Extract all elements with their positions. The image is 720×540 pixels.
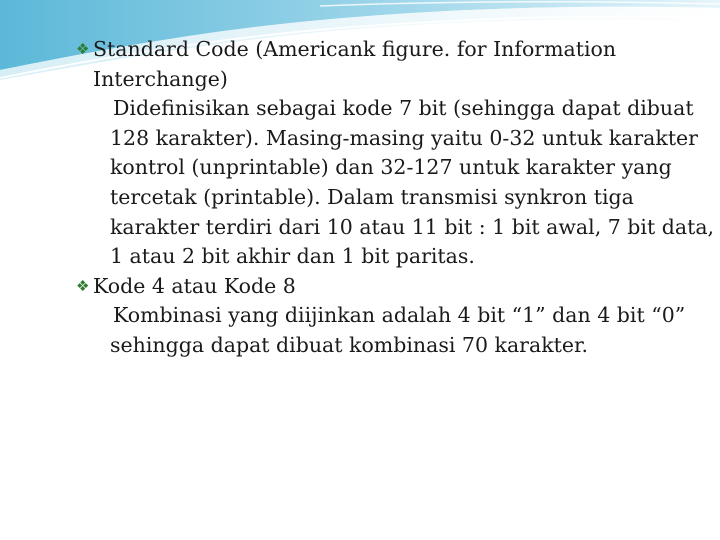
- diamond-bullet-icon: ❖: [76, 40, 90, 58]
- bullet-heading: Standard Code (Americank figure. for Information Interchange): [93, 37, 617, 91]
- slide-content: [76, 35, 716, 361]
- bullet-body: Kombinasi yang diijinkan adalah 4 bit “1” dan 4 bit “0” sehingga dapat dibuat kombinasi 70 karakter.: [110, 303, 686, 357]
- bullet-body: Didefinisikan sebagai kode 7 bit (sehingga dapat dibuat 128 karakter). Masing-masing yaitu 0-32 untuk karakter kontrol (unprintable) dan 32-127 untuk karakter yang tercetak (printable). Dalam transmisi synkron tiga karakter terdiri dari 10 atau 11 bit : 1 bit awal, 7 bit data, 1 atau 2 bit akhir dan 1 bit paritas.: [110, 96, 715, 269]
- bullet-heading: Kode 4 atau Kode 8: [93, 273, 296, 298]
- bullet-ascii: [76, 35, 716, 272]
- diamond-bullet-icon: ❖: [76, 276, 90, 295]
- bullet-kode-4-atau-8: [76, 272, 716, 361]
